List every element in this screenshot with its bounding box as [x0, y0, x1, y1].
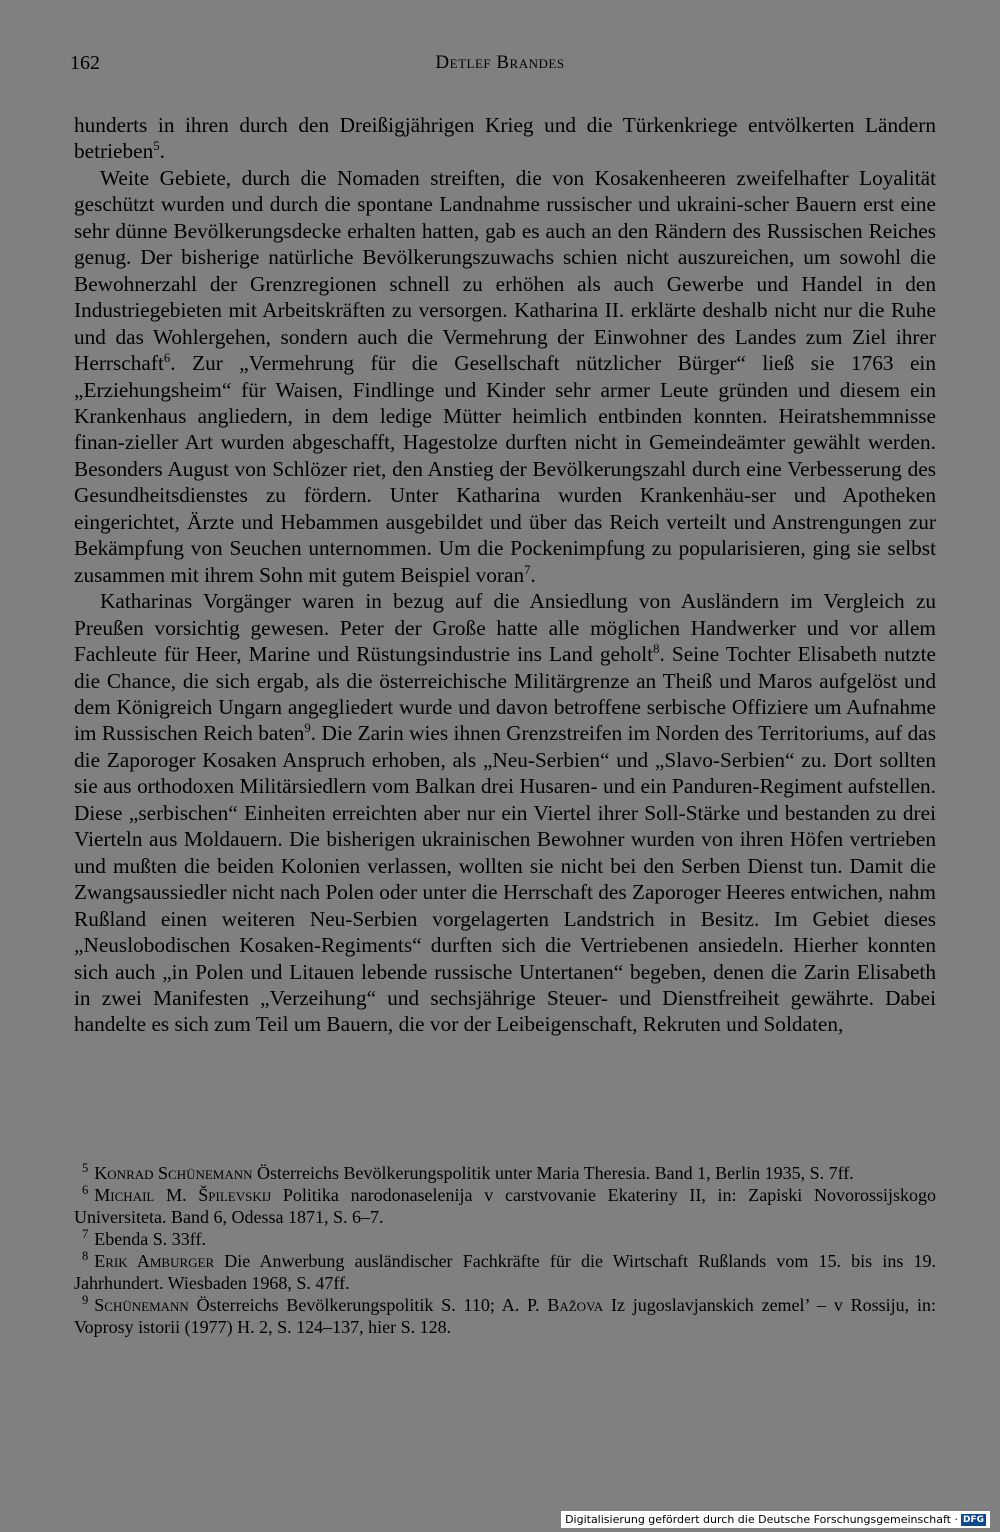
text-run: Politika narodonaselenija v carstvovanie Ekateriny II, in: Zapiski Novorossijskogo Universiteta. Band 6, Odessa 1871, S. 6–7. — [74, 1185, 936, 1227]
body-text — [74, 112, 936, 1038]
footnote-number: 8 — [82, 1249, 89, 1263]
text-run: . Die Zarin wies ihnen Grenzstreifen im Norden des Territoriums, auf das die Zaporoger Kosaken Anspruch erhoben, als „Neu-Serbien“ und „Slavo-Serbien“ zu. Dort sollten sie aus orthodoxen Militärsiedlern vom Balkan drei Husaren- und ein Panduren-Regiment aufstellen. Diese „serbischen“ Einheiten erreichten aber nur ein Viertel ihrer Soll-Stärke und bestanden zu drei Vierteln aus Moldauern. Die bisherigen ukrainischen Bewohner wurden von ihren Höfen vertrieben und mußten die beiden Kolonien verlassen, wollten sie nicht bei den Serben Dienst tun. Damit die Zwangsaussiedler nicht nach Polen oder unter die Herrschaft des Zaporoger Heeres entwichen, nahm Rußland einen weiteren Neu-Serbien vorgelagerten Landstrich in Besitz. Im Gebiet dieses „Neuslobodischen Kosaken-Regiments“ durften sich die Vertriebenen ansiedeln. Hierher konnten sich auch „in Polen und Litauen lebende russische Untertanen“ begeben, denen die Zarin Elisabeth in zwei Manifesten „Verzeihung“ und sechsjährige Steuer- und Dienstfreiheit gewährte. Dabei handelte es sich zum Teil um Bauern, die vor der Leibeigenschaft, Rekruten und Soldaten, — [74, 721, 936, 1037]
footnote-reference: 6 — [163, 350, 171, 365]
text-run: Österreichs Bevölkerungspolitik S. 110; A. P. — [188, 1295, 548, 1315]
footnote-reference: 7 — [524, 562, 531, 577]
text-run: Iz jugoslavjanskich zemel’ – v Rossiju, in: Voprosy istorii (1977) H. 2, S. 124–137, hier S. 128. — [74, 1295, 936, 1337]
page-header — [68, 52, 932, 80]
footnote — [74, 1294, 936, 1338]
text-run: Österreichs Bevölkerungspolitik unter Maria Theresia. Band 1, Berlin 1935, S. 7ff. — [252, 1163, 854, 1183]
footnote-number: 9 — [82, 1293, 89, 1307]
running-head: Detlef Brandes — [435, 52, 565, 73]
text-run: . Zur „Vermehrung für die Gesellschaft nützlicher Bürger“ ließ sie 1763 ein „Erziehungsheim“ für Waisen, Findlinge und Kinder sehr armer Leute gründen und diesem ein Krankenhaus angliedern, in dem ledige Mütter heimlich entbinden konnten. Heiratshemmnisse finan-zieller Art wurden abgeschafft, Hagestolze durften nicht in Gemeindeämter gewählt werden. Besonders August von Schlözer riet, den Anstieg der Bevölkerungszahl durch eine Verbesserung des Gesundheitsdienstes zu fördern. Unter Katharina wurden Krankenhäu-ser und Apotheken eingerichtet, Ärzte und Hebammen ausgebildet und über das Reich verteilt und Anstrengungen zur Bekämpfung von Seuchen unternommen. Um die Pockenimpfung zu popularisieren, ging sie selbst zusammen mit ihrem Sohn mit gutem Beispiel voran — [74, 351, 936, 587]
footnote-number: 7 — [82, 1227, 89, 1241]
page-number: 162 — [70, 52, 100, 74]
author-name: Schünemann — [94, 1295, 189, 1315]
footnote — [74, 1250, 936, 1294]
author-name: Michail M. Špilevskij — [94, 1185, 272, 1205]
footnote-reference: 5 — [153, 139, 160, 154]
footnote-number: 5 — [82, 1161, 89, 1175]
digitization-credit — [561, 1511, 990, 1528]
credit-text: Digitalisierung gefördert durch die Deutsche Forschungsgemeinschaft · — [565, 1513, 958, 1526]
text-run: . — [530, 562, 536, 587]
text-run: hunderts in ihren durch den Dreißigjährigen Krieg und die Türkenkriege entvölkerten Ländern betrieben — [74, 113, 936, 164]
text-run: Katharinas Vorgänger waren in bezug auf die Ansiedlung von Ausländern im Vergleich zu Preußen vorsichtig gewesen. Peter der Große hatte alle möglichen Handwerker und vor allem Fachleute für Heer, Marine und Rüstungsindustrie ins Land geholt — [74, 589, 936, 667]
text-run: Die Anwerbung ausländischer Fachkräfte für die Wirtschaft Rußlands vom 15. bis ins 19. Jahrhundert. Wiesbaden 1968, S. 47ff. — [74, 1251, 936, 1293]
paragraph — [74, 588, 936, 1038]
footnote — [74, 1184, 936, 1228]
footnote — [74, 1228, 936, 1250]
text-run: . — [159, 139, 165, 164]
footnotes — [74, 1162, 936, 1338]
paragraph — [74, 112, 936, 165]
author-name: Bažova — [547, 1295, 604, 1315]
footnote-reference: 8 — [653, 641, 660, 656]
paragraph — [74, 165, 936, 588]
footnote-number: 6 — [82, 1183, 89, 1197]
text-run: Weite Gebiete, durch die Nomaden streiften, die von Kosakenheeren zweifelhafter Loyalität geschützt wurden und durch die spontane Landnahme russischer und ukraini-scher Bauern erst eine sehr dünne Bevölkerungsdecke erhalten hatten, gab es auch an den Rändern des Russischen Reiches genug. Der bisherige natürliche Bevölkerungszuwachs schien nicht auszureichen, um sowohl die Bewohnerzahl der Grenzregionen schnell zu erhöhen als auch Gewerbe und Handel in den Industriegebieten mit Arbeitskräften zu versorgen. Katharina II. erklärte deshalb nicht nur die Ruhe und das Wohlergehen, sondern auch die Vermehrung der Einwohner des Landes zum Ziel ihrer Herrschaft — [74, 165, 936, 376]
dfg-logo-icon: DFG — [962, 1514, 984, 1525]
author-name: Erik Amburger — [94, 1251, 215, 1271]
footnote-reference: 9 — [304, 721, 311, 736]
footnote — [74, 1162, 936, 1184]
text-run: . Seine Tochter Elisabeth nutzte die Chance, die sich ergab, als die österreichische Militärgrenze an Theiß und Maros aufgelöst und dem Königreich Ungarn angegliedert wurde und davon betroffene serbische Offiziere um Aufnahme im Russischen Reich baten — [74, 642, 936, 746]
text-run: Ebenda S. 33ff. — [94, 1229, 206, 1249]
author-name: Konrad Schünemann — [94, 1163, 253, 1183]
